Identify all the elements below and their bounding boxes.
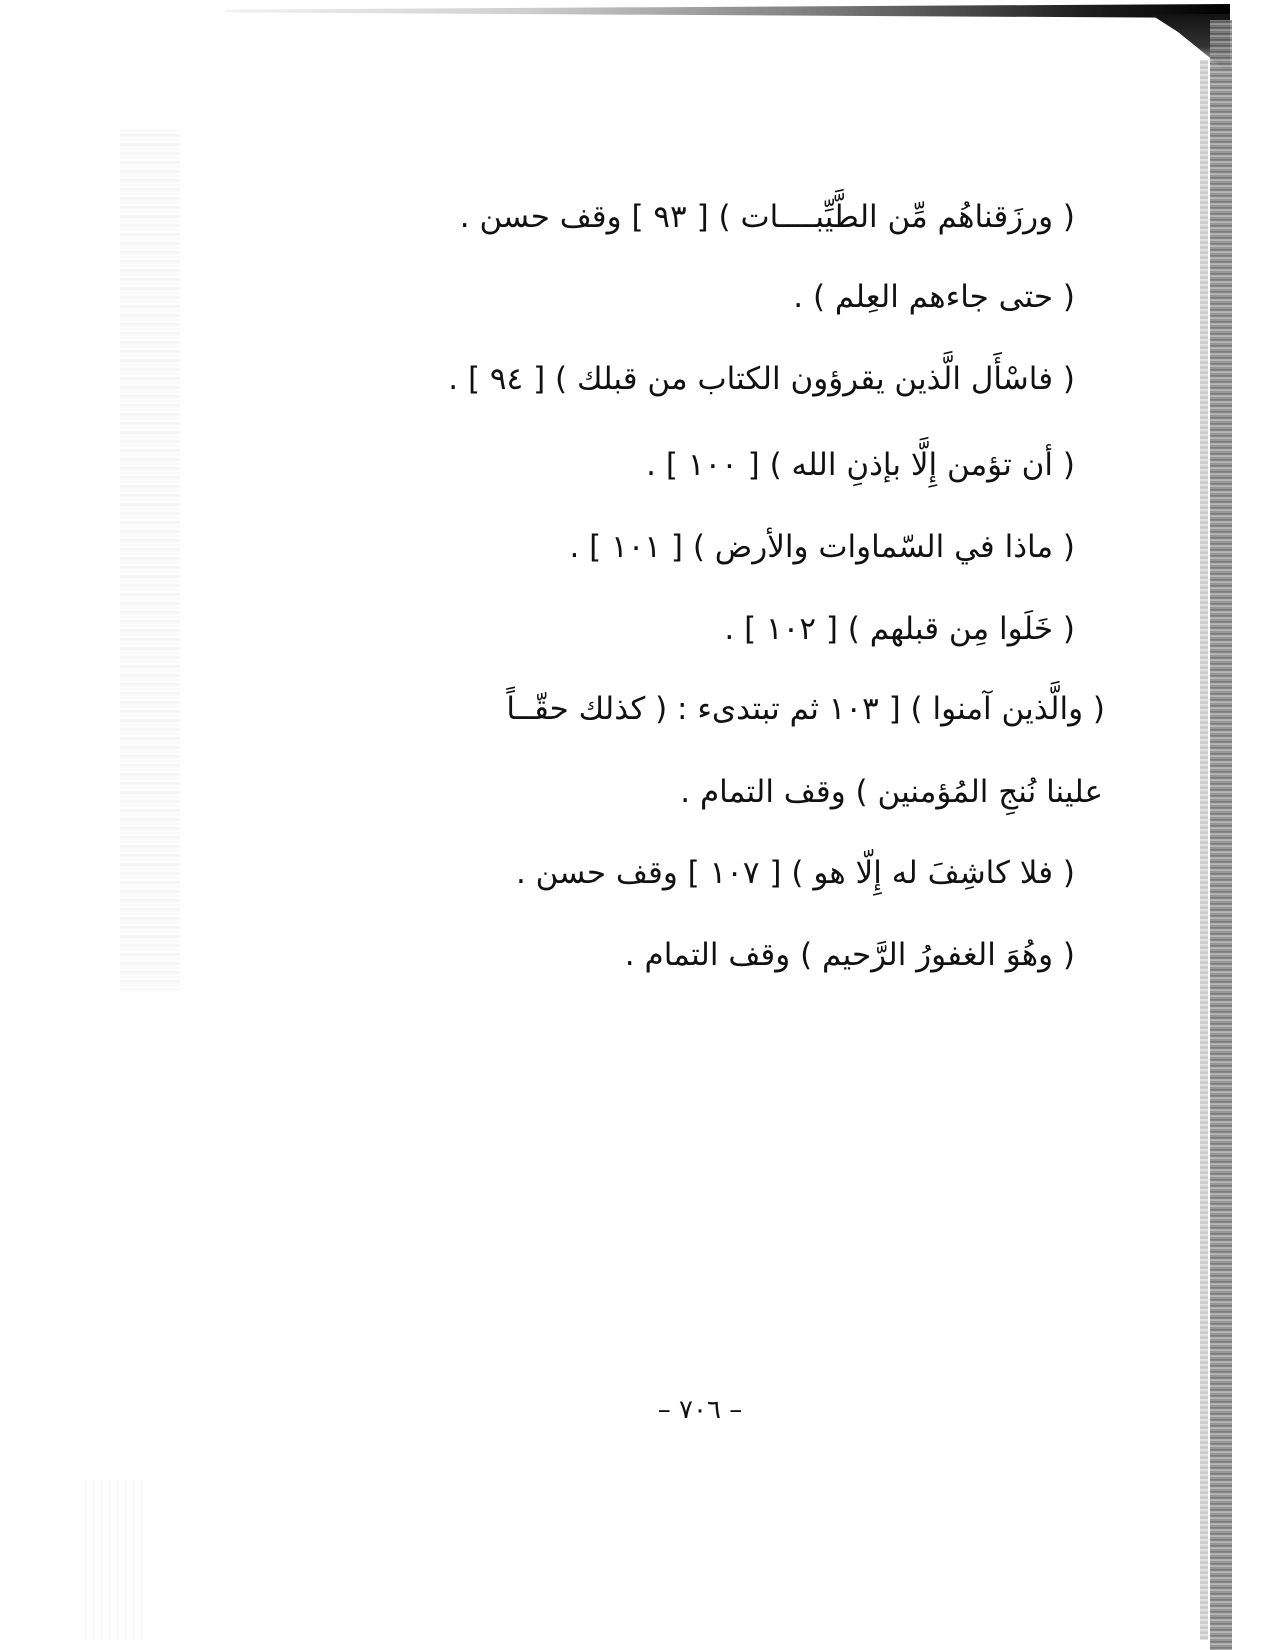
text-line-3: ( فاسْأَل الَّذين يقرؤون الكتاب من قبلك ) [ ٩٤ ] . [448, 361, 1075, 397]
text-line-10: ( وهُوَ الغفورُ الرَّحيم ) وقف التمام . [624, 937, 1075, 973]
page-number: – ٧٠٦ – [657, 1395, 743, 1425]
scan-right-edge-shade [1200, 60, 1208, 1640]
scan-right-edge [1210, 20, 1232, 1650]
text-line-1: ( ورزَقناهُم مِّن الطَّيِّبــــات ) [ ٩٣ ] وقف حسن . [459, 199, 1075, 235]
text-line-2: ( حتى جاءهم العِلم ) . [793, 279, 1075, 315]
scan-left-bleed [120, 130, 180, 990]
text-line-5: ( ماذا في السّماوات والأرض ) [ ١٠١ ] . [569, 529, 1075, 565]
text-line-9: ( فلا كاشِفَ له إِلّا هو ) [ ١٠٧ ] وقف حسن . [515, 855, 1075, 891]
text-line-7: ( والَّذين آمنوا ) [ ١٠٣ ثم تبتدىء : ( كذلك حقّــاً [506, 691, 1105, 727]
scan-left-bleed-bottom [85, 1480, 145, 1640]
text-line-4: ( أن تؤمن إِلَّا بإذنِ الله ) [ ١٠٠ ] . [646, 447, 1075, 483]
text-line-8: علينا نُنجِ المُؤمنين ) وقف التمام . [680, 774, 1103, 810]
text-line-6: ( خَلَوا مِن قبلهم ) [ ١٠٢ ] . [724, 611, 1075, 647]
scan-top-edge [225, 4, 1230, 18]
